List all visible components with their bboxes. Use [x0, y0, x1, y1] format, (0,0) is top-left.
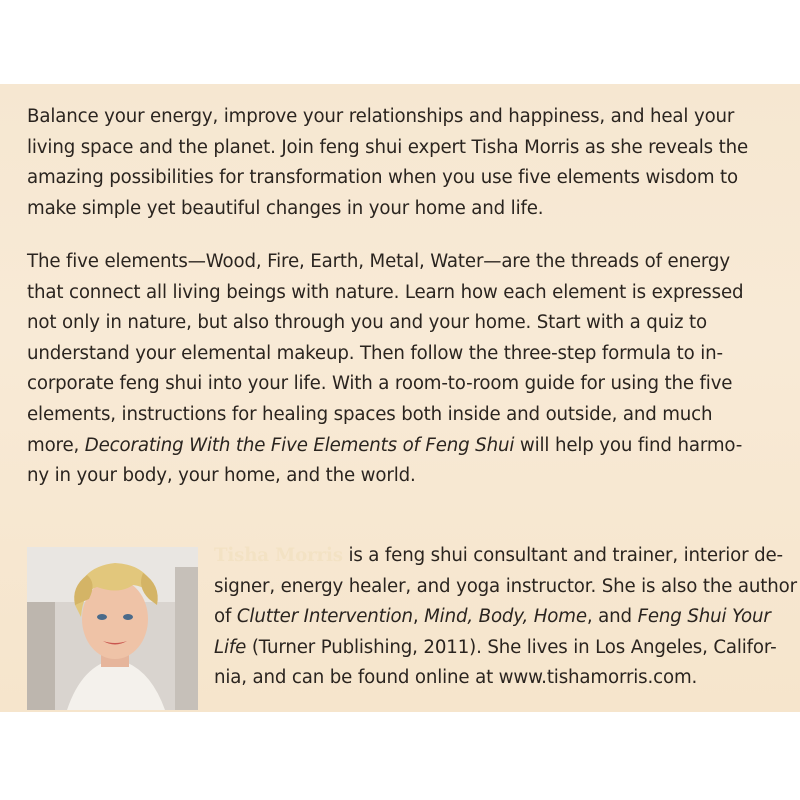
bio-sep-1: , — [412, 606, 425, 628]
elements-line-7-suffix: will help you find harmo- — [514, 434, 743, 456]
elements-line-3: not only in nature, but also through you and your home. Start with a quiz to — [27, 312, 707, 334]
elements-paragraph — [27, 247, 779, 492]
intro-line-3: amazing possibilities for transformation when you use five elements wisdom to — [27, 167, 738, 189]
intro-paragraph — [27, 102, 779, 224]
bio-line-1 — [214, 541, 784, 572]
elements-line-6: elements, instructions for healing spaces both inside and outside, and much — [27, 403, 713, 425]
elements-line-7-prefix: more, — [27, 434, 85, 456]
book-clutter-intervention: Clutter Intervention — [236, 606, 413, 628]
bio-line-5: nia, and can be found online at www.tishamorris.com. — [214, 667, 698, 689]
bio-sep-2: , and — [586, 606, 638, 628]
author-portrait-icon — [27, 547, 198, 710]
bio-line-1-rest: is a feng shui consultant and trainer, interior de- — [342, 545, 783, 566]
elements-line-5: corporate feng shui into your life. With a room-to-room guide for using the five — [27, 373, 733, 395]
bio-line-4-rest: (Turner Publishing, 2011). She lives in Los Angeles, Califor- — [246, 636, 777, 658]
intro-line-2: living space and the planet. Join feng shui expert Tisha Morris as she reveals the — [27, 136, 749, 158]
author-photo — [27, 547, 198, 710]
intro-line-4: make simple yet beautiful changes in your home and life. — [27, 197, 544, 219]
bio-line-3 — [214, 602, 784, 633]
author-name: Tisha Morris — [214, 545, 343, 566]
elements-line-2: that connect all living beings with nature. Learn how each element is expressed — [27, 281, 744, 303]
bio-line-4 — [214, 633, 784, 664]
bio-line-2: signer, energy healer, and yoga instructor. She is also the author — [214, 575, 797, 597]
book-feng-shui-your-life-part2: Life — [214, 636, 247, 658]
intro-line-1: Balance your energy, improve your relationships and happiness, and heal your — [27, 106, 735, 127]
elements-line-1: The five elements—Wood, Fire, Earth, Metal, Water—are the threads of energy — [27, 251, 730, 272]
book-feng-shui-your-life-part1: Feng Shui Your — [637, 606, 771, 628]
elements-line-8: ny in your body, your home, and the world. — [27, 465, 416, 487]
author-bio — [214, 541, 797, 694]
back-cover-panel — [0, 84, 800, 712]
book-mind-body-home: Mind, Body, Home — [424, 606, 587, 628]
elements-line-7 — [27, 431, 779, 462]
bio-line-3-prefix: of — [214, 606, 237, 628]
book-title: Decorating With the Five Elements of Feng Shui — [84, 434, 515, 456]
elements-line-4: understand your elemental makeup. Then follow the three-step formula to in- — [27, 342, 723, 364]
